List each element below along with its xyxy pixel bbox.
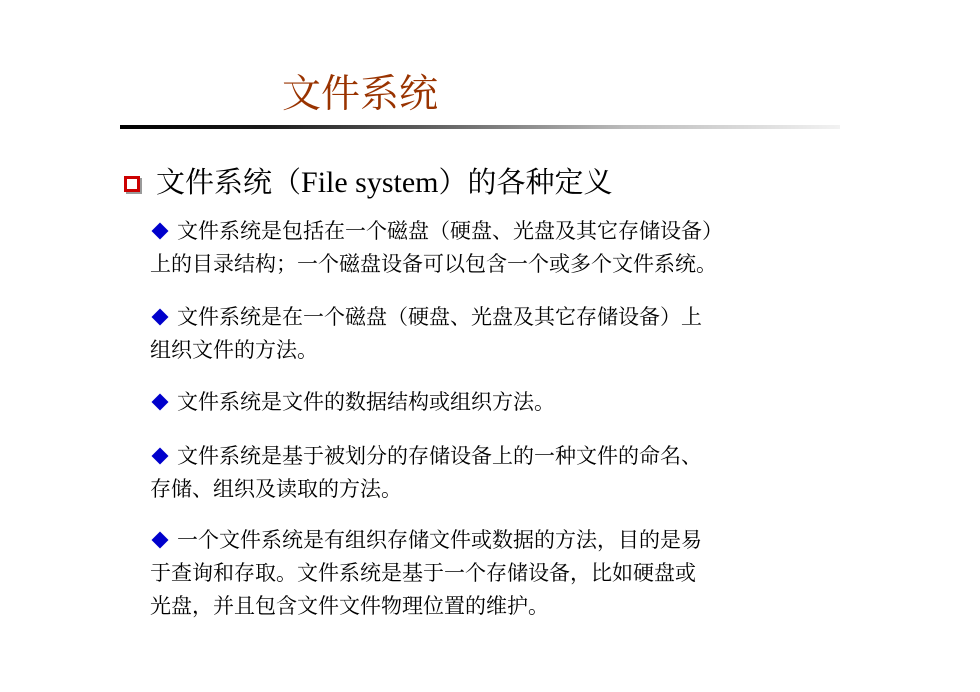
bullet-line: 组织文件的方法。 — [150, 338, 318, 362]
bullet-line: 文件系统是在一个磁盘（硬盘、光盘及其它存储设备）上 — [177, 305, 702, 329]
bullet-line: 于查询和存取。文件系统是基于一个存储设备，比如硬盘或 — [150, 561, 696, 585]
slide-title: 文件系统 — [282, 72, 439, 117]
bullet-item — [150, 215, 850, 281]
bullet-item — [150, 524, 850, 623]
bullet-line: 文件系统是包括在一个磁盘（硬盘、光盘及其它存储设备） — [177, 219, 723, 243]
bullet-line: 文件系统是文件的数据结构或组织方法。 — [177, 390, 555, 414]
heading-prefix: 文件系统（ — [156, 165, 302, 199]
bullet-line: 上的目录结构；一个磁盘设备可以包含一个或多个文件系统。 — [150, 252, 717, 276]
bullet-item — [150, 301, 850, 367]
diamond-bullet-icon — [152, 448, 169, 465]
title-divider — [120, 125, 840, 129]
diamond-bullet-icon — [152, 532, 169, 549]
heading-latin: File system — [301, 166, 439, 199]
bullet-item — [150, 440, 850, 506]
heading-suffix: ）的各种定义 — [438, 165, 613, 199]
diamond-bullet-icon — [152, 309, 169, 326]
bullet-line: 文件系统是基于被划分的存储设备上的一种文件的命名、 — [177, 444, 702, 468]
section-heading-text — [156, 162, 613, 203]
checkbox-icon — [124, 176, 140, 192]
bullet-line: 存储、组织及读取的方法。 — [150, 477, 402, 501]
diamond-bullet-icon — [152, 394, 169, 411]
bullet-line: 光盘，并且包含文件文件物理位置的维护。 — [150, 594, 549, 618]
bullet-item — [150, 386, 850, 419]
diamond-bullet-icon — [152, 223, 169, 240]
section-heading — [124, 162, 613, 203]
bullet-line: 一个文件系统是有组织存储文件或数据的方法，目的是易 — [177, 528, 702, 552]
